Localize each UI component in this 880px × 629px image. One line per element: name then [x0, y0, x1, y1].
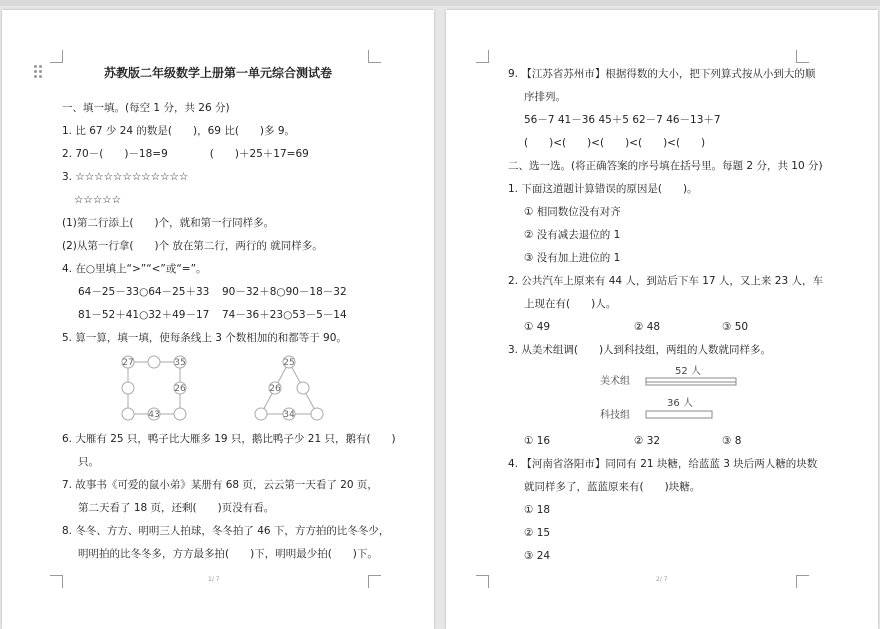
option: ③ 8 [722, 435, 742, 447]
figure-number: 34 [283, 410, 295, 420]
section-heading: 二、选一选。(将正确答案的序号填在括号里。每题 2 分，共 10 分) [508, 160, 823, 172]
option: ① 16 [524, 435, 551, 447]
question-5: 5. 算一算，填一填，使每条线上 3 个数相加的和都等于 90。 [62, 332, 347, 344]
crop-mark [796, 575, 809, 588]
question-9-expressions: 56－7 41－36 45＋5 62－7 46－13＋7 [524, 114, 721, 126]
question-9-blanks: ( )<( )<( )<( )<( ) [524, 137, 706, 149]
option: ② 15 [524, 527, 551, 539]
crop-mark [476, 50, 489, 63]
choice-3: 3. 从美术组调( )人到科技组，两组的人数就同样多。 [508, 344, 772, 356]
crop-mark [368, 575, 381, 588]
figure-number: 43 [148, 410, 160, 420]
choice-2-cont: 上现在有( )人。 [524, 298, 617, 310]
bar-value: 36 人 [667, 398, 693, 409]
question-7: 7. 故事书《可爱的鼠小弟》某册有 68 页，云云第一天看了 20 页， [62, 479, 378, 491]
figure-number: 35 [174, 358, 186, 368]
question-8: 8. 冬冬、方方、明明三人拍球，冬冬拍了 46 下，方方拍的比冬冬少， [62, 525, 390, 537]
bar-label: 美术组 [600, 376, 630, 387]
option: ③ 50 [722, 321, 749, 333]
square-number-figure [112, 352, 204, 428]
figure-number: 26 [269, 384, 281, 394]
choice-1: 1. 下面这道题计算错误的原因是( )。 [508, 183, 698, 195]
page-number: 1/ 7 [208, 576, 220, 583]
question-4: 4. 在○里填上“>”“<”或“=”。 [62, 263, 207, 275]
triangle-number-figure [246, 352, 336, 428]
question-9-cont: 序排列。 [524, 91, 566, 103]
choice-2: 2. 公共汽车上原来有 44 人，到站后下车 17 人，又上来 23 人，车 [508, 275, 823, 287]
figure-number: 27 [122, 358, 134, 368]
page-1[interactable] [2, 10, 434, 629]
question-7-cont: 第二天看了 18 页，还剩( )页没有看。 [78, 502, 275, 514]
bar-value: 52 人 [675, 366, 701, 377]
section-heading: 一、填一填。(每空 1 分，共 26 分) [62, 102, 230, 114]
comparison-bar-diagram [596, 362, 746, 424]
option: ③ 没有加上进位的 1 [524, 252, 621, 264]
compare-expression: 90－32＋8○90－18－32 [222, 286, 347, 298]
crop-mark [476, 575, 489, 588]
question-1: 1. 比 67 少 24 的数是( )，69 比( )多 9。 [62, 125, 296, 137]
bar-label: 科技组 [600, 410, 630, 421]
page-number: 2/ 7 [656, 576, 668, 583]
option: ① 18 [524, 504, 551, 516]
question-3-sub1: (1)第二行添上( )个，就和第一行同样多。 [62, 217, 275, 229]
question-3: 3. ☆☆☆☆☆☆☆☆☆☆☆☆ [62, 171, 189, 183]
compare-expression: 64－25－33○64－25＋33 [78, 286, 210, 298]
figure-number: 26 [174, 384, 186, 394]
question-9: 9. 【江苏省苏州市】根据得数的大小，把下列算式按从小到大的顺 [508, 68, 816, 80]
option: ② 48 [634, 321, 661, 333]
choice-4: 4. 【河南省洛阳市】同同有 21 块糖，给蓝蓝 3 块后两人糖的块数 [508, 458, 818, 470]
viewer-top-edge [0, 0, 880, 6]
figure-number: 25 [283, 358, 295, 368]
page-title: 苏教版二年级数学上册第一单元综合测试卷 [104, 66, 333, 80]
option: ② 32 [634, 435, 661, 447]
page-2[interactable] [446, 10, 878, 629]
question-3-sub2: (2)从第一行拿( )个 放在第二行，两行的 就同样多。 [62, 240, 323, 252]
question-6: 6. 大雁有 25 只，鸭子比大雁多 19 只，鹅比鸭子少 21 只，鹅有( ) [62, 433, 396, 445]
crop-mark [50, 50, 63, 63]
choice-4-cont: 就同样多了，蓝蓝原来有( )块糖。 [524, 481, 701, 493]
question-6-cont: 只。 [78, 456, 99, 468]
question-2: 2. 70－( )－18=9 ( )＋25＋17=69 [62, 148, 309, 160]
question-3-row2: ☆☆☆☆☆ [74, 194, 122, 206]
option: ② 没有减去退位的 1 [524, 229, 621, 241]
option: ① 相同数位没有对齐 [524, 206, 621, 218]
option: ① 49 [524, 321, 551, 333]
crop-mark [796, 50, 809, 63]
compare-expression: 81－52＋41○32＋49－17 [78, 309, 210, 321]
crop-mark [50, 575, 63, 588]
drag-handle-icon[interactable] [34, 65, 46, 81]
question-8-cont: 明明拍的比冬冬多，方方最多拍( )下，明明最少拍( )下。 [78, 548, 378, 560]
crop-mark [368, 50, 381, 63]
option: ③ 24 [524, 550, 551, 562]
compare-expression: 74－36＋23○53－5－14 [222, 309, 347, 321]
